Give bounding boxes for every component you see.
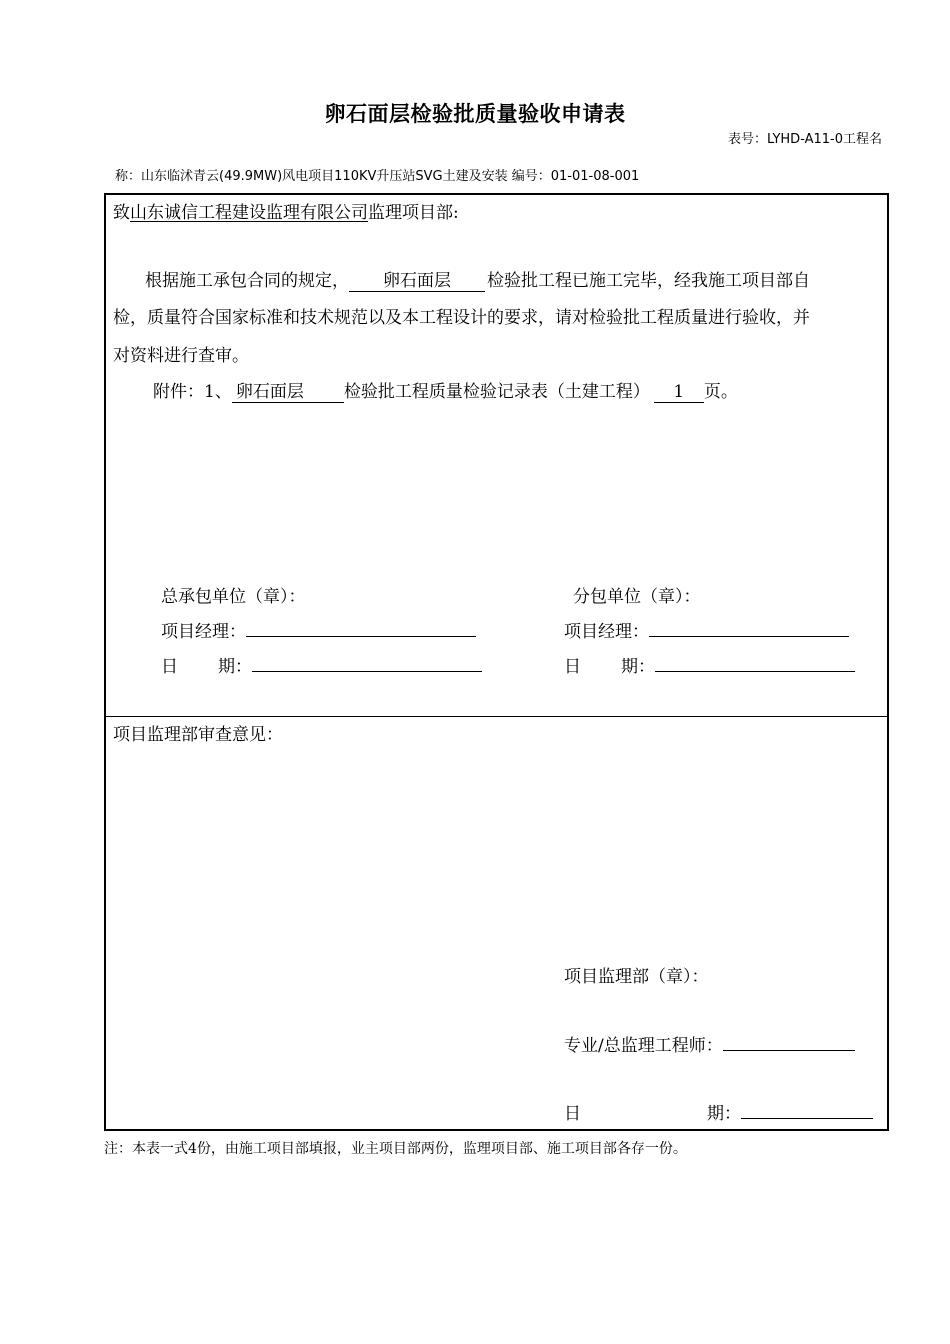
body-line-1-post: 检验批工程已施工完毕，经我施工项目部自	[487, 271, 810, 291]
contractor-date-field[interactable]	[252, 655, 482, 672]
body-line-1-pre: 根据施工承包合同的规定，	[145, 271, 349, 291]
supervision-engineer-label: 专业/总监理工程师：	[564, 1036, 723, 1056]
contractor-manager-label: 项目经理：	[161, 622, 246, 642]
form-number: 表号：LYHD-A11-0工程名	[727, 132, 882, 147]
supervision-date-label-b: 期：	[707, 1104, 741, 1124]
attachment-item-field[interactable]: 卵石面层	[232, 382, 344, 403]
supervision-date-line	[564, 1099, 873, 1124]
body-line-3: 对资料进行查审。	[113, 346, 249, 366]
body-line-2: 检，质量符合国家标准和技术规范以及本工程设计的要求，请对检验批工程质量进行验收，并	[113, 308, 810, 328]
subcontractor-manager-label: 项目经理：	[564, 622, 649, 642]
contractor-date-label-b: 期：	[218, 657, 252, 677]
supervision-stamp-label: 项目监理部（章）：	[564, 967, 709, 987]
footnote: 注：本表一式4份，由施工项目部填报，业主项目部两份，监理项目部、施工项目部各存一份。	[104, 1141, 687, 1157]
section-divider	[104, 716, 889, 717]
contractor-date-label-a: 日	[161, 657, 178, 677]
subcontractor-unit-label: 分包单位（章）：	[573, 587, 701, 607]
attachment-line	[153, 377, 738, 403]
subcontractor-date-line	[564, 652, 855, 677]
contractor-manager-field[interactable]	[246, 620, 476, 637]
contractor-manager-line	[161, 617, 476, 642]
project-line: 称：山东临沭青云(49.9MW)风电项目110KV升压站SVG土建及安装 编号：01-01-08-001	[115, 169, 640, 184]
attachment-middle: 检验批工程质量检验记录表（土建工程）	[343, 382, 650, 402]
supervision-date-label-a: 日	[564, 1104, 581, 1124]
subcontractor-manager-line	[564, 617, 849, 642]
contractor-date-line	[161, 652, 482, 677]
page-title: 卵石面层检验批质量验收申请表	[324, 102, 626, 126]
subcontractor-manager-field[interactable]	[649, 620, 849, 637]
addressee-line	[113, 198, 459, 223]
supervisor-company: 山东诚信工程建设监理有限公司	[130, 203, 368, 223]
supervision-date-field[interactable]	[741, 1102, 873, 1119]
addressee-prefix: 致	[113, 203, 130, 223]
supervision-opinion-label: 项目监理部审查意见：	[113, 725, 283, 745]
contractor-unit-label: 总承包单位（章）：	[161, 587, 306, 607]
subcontractor-date-field[interactable]	[655, 655, 855, 672]
subcontractor-date-label-a: 日	[564, 657, 581, 677]
attachment-pages-field[interactable]: 1	[654, 382, 704, 403]
supervision-opinion-area[interactable]	[110, 750, 880, 930]
addressee-suffix: 监理项目部:	[368, 203, 459, 223]
body-line-1	[145, 266, 810, 292]
inspection-item-field[interactable]: 卵石面层	[349, 271, 485, 292]
subcontractor-date-label-b: 期：	[621, 657, 655, 677]
supervision-engineer-field[interactable]	[723, 1034, 855, 1051]
supervision-engineer-line	[564, 1031, 855, 1056]
attachment-prefix: 附件：1、	[153, 382, 232, 402]
attachment-suffix: 页。	[703, 382, 738, 402]
